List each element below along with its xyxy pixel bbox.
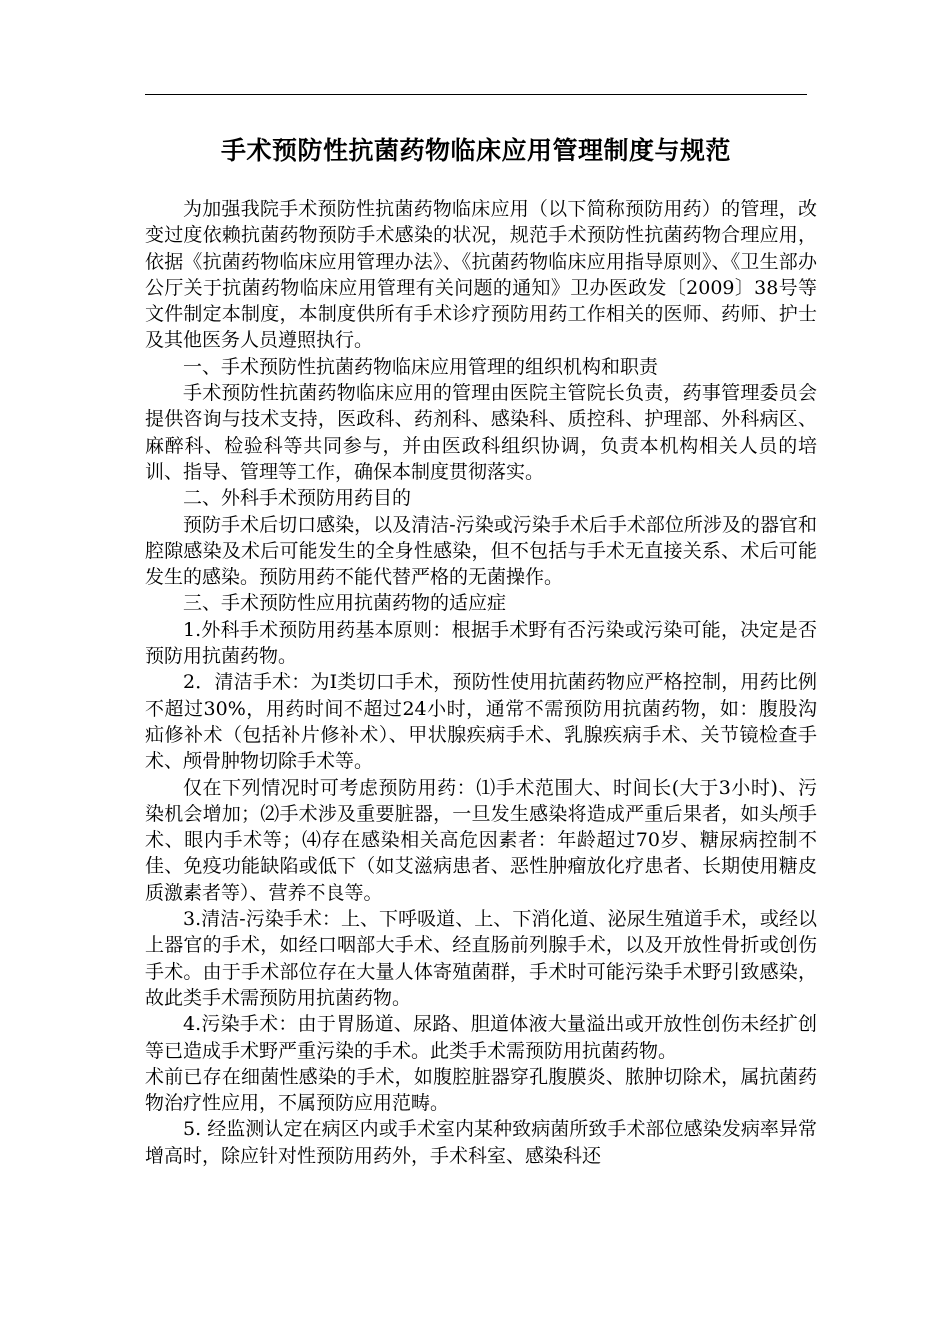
document-body [145,196,817,1169]
section-heading-3: 三、手术预防性应用抗菌药物的适应症 [183,592,507,615]
section-1-paragraph: 手术预防性抗菌药物临床应用的管理由医院主管院长负责，药事管理委员会提供咨询与技术支持，医政科、药剂科、感染科、质控科、护理部、外科病区、麻醉科、检验科等共同参与，并由医政科组织协调，负责本机构相关人员的培训、指导、管理等工作，确保本制度贯彻落实。 [145,382,817,483]
item-5-paragraph: 5. 经监测认定在病区内或手术室内某种致病菌所致手术部位感染发病率异常增高时，除应针对性预防用药外，手术科室、感染科还 [145,1118,817,1167]
item-4-note-paragraph: 术前已存在细菌性感染的手术，如腹腔脏器穿孔腹膜炎、脓肿切除术，属抗菌药物治疗性应用，不属预防应用范畴。 [145,1065,817,1115]
document-title: 手术预防性抗菌药物临床应用管理制度与规范 [220,136,731,165]
intro-paragraph: 为加强我院手术预防性抗菌药物临床应用（以下简称预防用药）的管理，改变过度依赖抗菌药物预防手术感染的状况，规范手术预防性抗菌药物合理应用，依据《抗菌药物临床应用管理办法》、《抗菌药物临床应用指导原则》、《卫生部办公厅关于抗菌药物临床应用管理有关问题的通知》卫办医政发〔2009〕38号等文件制定本制度，本制度供所有手术诊疗预防用药工作相关的医师、药师、护士及其他医务人员遵照执行。 [145,198,817,352]
header-rule [145,94,807,95]
item-2-paragraph: 2．清洁手术：为Ⅰ类切口手术，预防性使用抗菌药物应严格控制，用药比例不超过30%，用药时间不超过24小时，通常不需预防用抗菌药物，如：腹股沟疝修补术（包括补片修补术）、甲状腺疾病手术、乳腺疾病手术、关节镜检查手术、颅骨肿物切除手术等。 [145,671,817,773]
section-heading-1: 一、手术预防性抗菌药物临床应用管理的组织机构和职责 [183,355,659,378]
item-3-paragraph: 3.清洁-污染手术：上、下呼吸道、上、下消化道、泌尿生殖道手术，或经以上器官的手术，如经口咽部大手术、经直肠前列腺手术，以及开放性骨折或创伤手术。由于手术部位存在大量人体寄殖菌群，手术时可能污染手术野引致感染，故此类手术需预防用抗菌药物。 [145,908,817,1009]
section-2-paragraph: 预防手术后切口感染，以及清洁-污染或污染手术后手术部位所涉及的器官和腔隙感染及术后可能发生的全身性感染，但不包括与手术无直接关系、术后可能发生的感染。预防用药不能代替严格的无菌操作。 [145,513,817,589]
item-1-paragraph: 1.外科手术预防用药基本原则：根据手术野有否污染或污染可能，决定是否预防用抗菌药物。 [145,618,817,668]
item-4-paragraph: 4.污染手术：由于胃肠道、尿路、胆道体液大量溢出或开放性创伤未经扩创等已造成手术野严重污染的手术。此类手术需预防用抗菌药物。 [145,1013,817,1062]
section-heading-2: 二、外科手术预防用药目的 [183,487,412,510]
item-2-conditions-paragraph: 仅在下列情况时可考虑预防用药：⑴手术范围大、时间长(大于3小时)、污染机会增加；⑵手术涉及重要脏器，一旦发生感染将造成严重后果者，如头颅手术、眼内手术等；⑷存在感染相关高危因素者：年龄超过70岁、糖尿病控制不佳、免疫功能缺陷或低下（如艾滋病患者、恶性肿瘤放化疗患者、长期使用糖皮质激素者等）、营养不良等。 [145,776,817,904]
